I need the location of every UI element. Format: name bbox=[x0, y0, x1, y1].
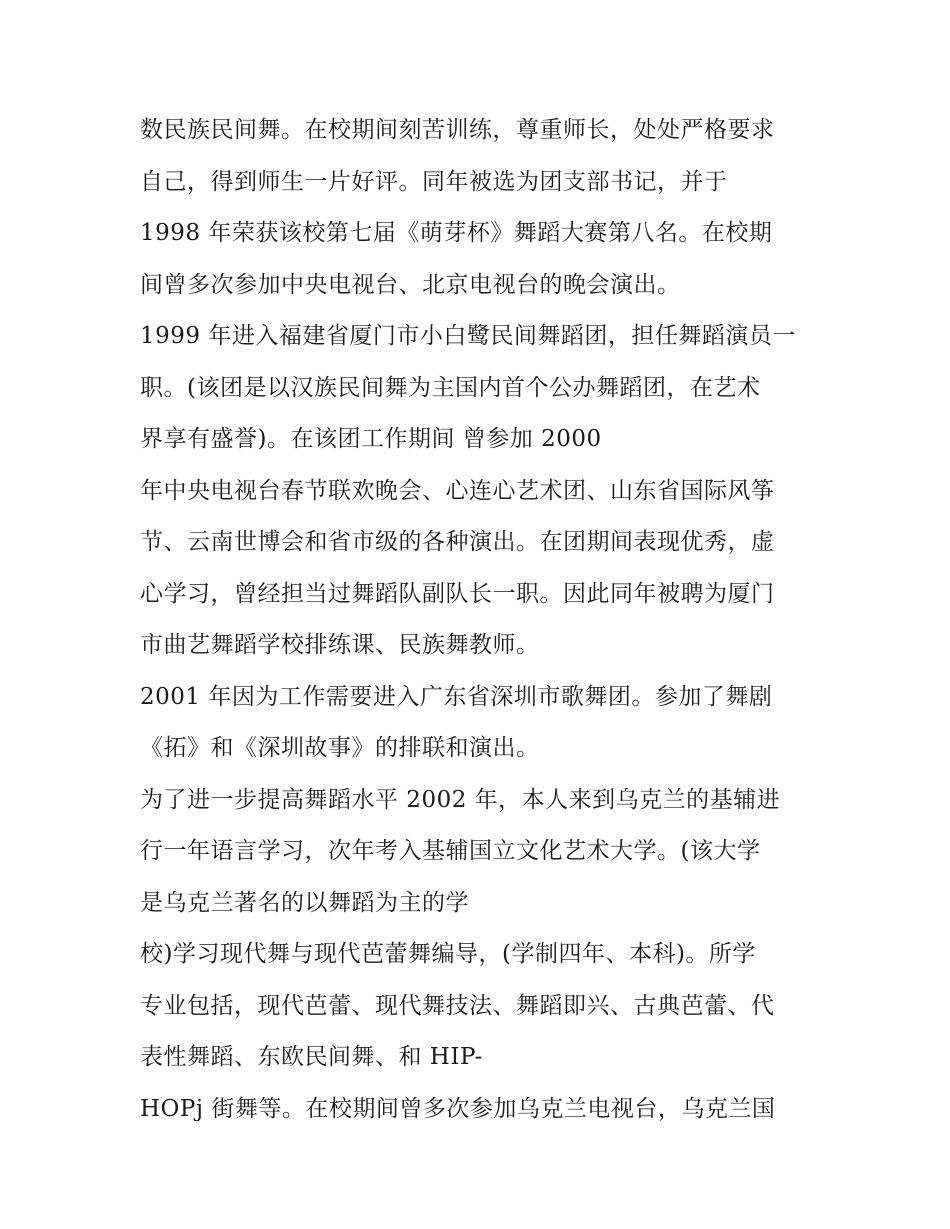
text-line: HOPj 街舞等。在校期间曾多次参加乌克兰电视台，乌克兰国 bbox=[140, 1095, 776, 1122]
text-line: 界享有盛誉)。在该团工作期间 曾参加 2000 bbox=[140, 426, 602, 452]
text-line: 为了进一步提高舞蹈水平 2002 年，本人来到乌克兰的基辅进 bbox=[140, 786, 781, 813]
text-line: 《拓》和《深圳故事》的排联和演出。 bbox=[140, 735, 540, 761]
text-line: 间曾多次参加中央电视台、北京电视台的晚会演出。 bbox=[140, 271, 681, 298]
text-line: 职。(该团是以汉族民间舞为主国内首个公办舞蹈团，在艺术 bbox=[140, 374, 761, 401]
text-line: 2001 年因为工作需要进入广东省深圳市歌舞团。参加了舞剧 bbox=[140, 683, 773, 710]
text-line: 1999 年进入福建省厦门市小白鹭民间舞蹈团，担任舞蹈演员一 bbox=[140, 323, 796, 349]
text-line: 1998 年荣获该校第七届《萌芽杯》舞蹈大赛第八名。在校期 bbox=[140, 220, 773, 246]
text-line: 校)学习现代舞与现代芭蕾舞编导，(学制四年、本科)。所学 bbox=[140, 941, 756, 967]
text-line: 市曲艺舞蹈学校排练课、民族舞教师。 bbox=[140, 632, 540, 658]
text-line: 表性舞蹈、东欧民间舞、和 HIP- bbox=[140, 1044, 483, 1070]
text-line: 节、云南世博会和省市级的各种演出。在团期间表现优秀，虚 bbox=[140, 529, 775, 555]
text-line: 是乌克兰著名的以舞蹈为主的学 bbox=[140, 889, 469, 916]
text-line: 自己，得到师生一片好评。同年被选为团支部书记，并于 bbox=[140, 168, 728, 195]
text-line: 专业包括，现代芭蕾、现代舞技法、舞蹈即兴、古典芭蕾、代 bbox=[140, 992, 775, 1019]
text-line: 数民族民间舞。在校期间刻苦训练，尊重师长，处处严格要求 bbox=[140, 117, 775, 143]
body-text bbox=[140, 110, 820, 1140]
text-line: 行一年语言学习，次年考入基辅国立文化艺术大学。(该大学 bbox=[140, 838, 761, 864]
text-line: 心学习，曾经担当过舞蹈队副队长一职。因此同年被聘为厦门 bbox=[140, 580, 775, 607]
text-line: 年中央电视台春节联欢晚会、心连心艺术团、山东省国际风筝 bbox=[140, 477, 775, 504]
